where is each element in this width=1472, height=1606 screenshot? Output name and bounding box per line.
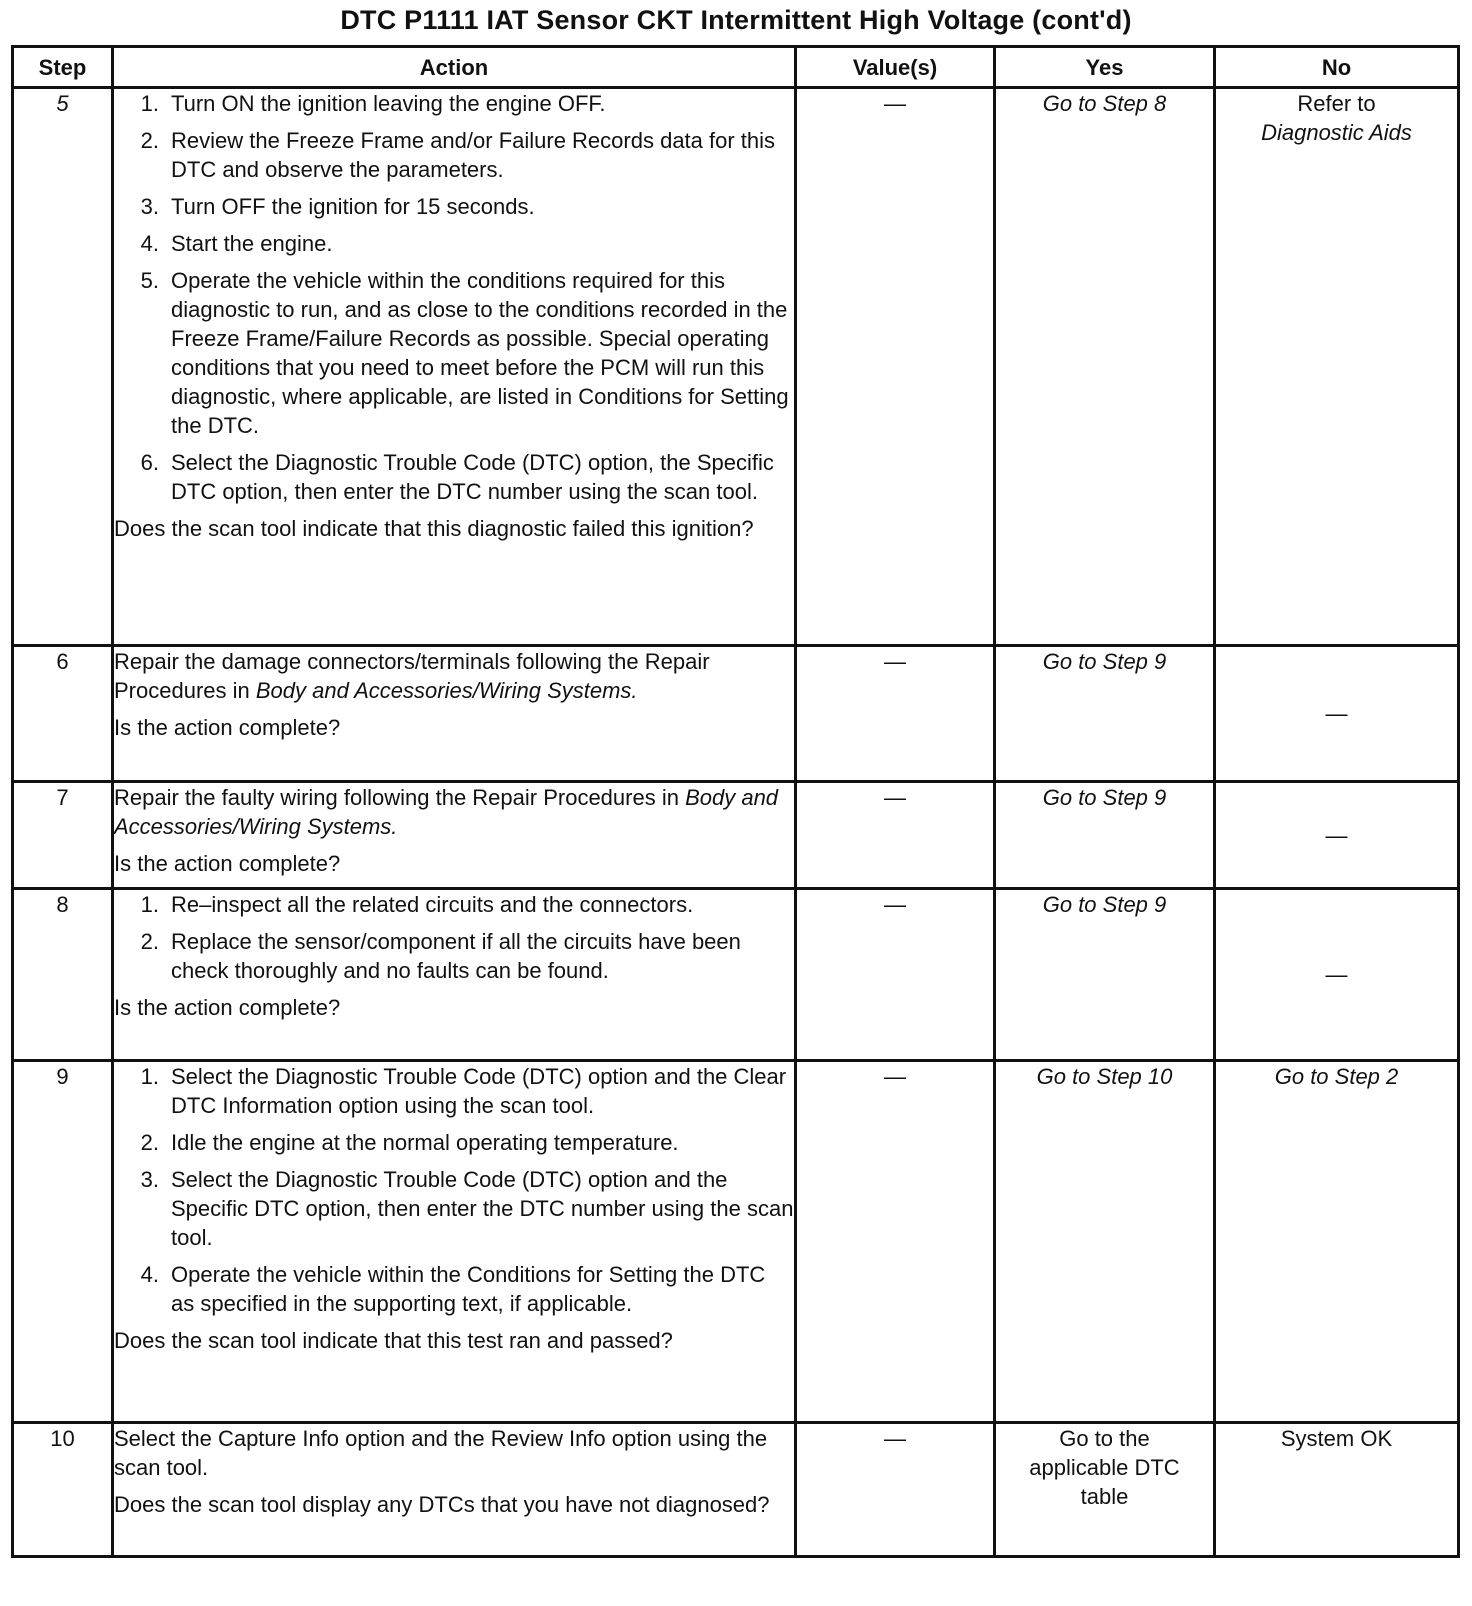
action-step: 1. Re–inspect all the related circuits and the connectors. <box>140 892 694 917</box>
yes-cell: Go to Step 8 <box>995 88 1215 646</box>
yes-cell: Go to Step 9 <box>995 889 1215 1061</box>
header-row <box>13 47 1459 88</box>
manual-reference: Body and Accessories/Wiring Systems. <box>114 785 779 839</box>
action-cell <box>113 1061 796 1423</box>
no-cell: — <box>1215 782 1459 889</box>
action-step: 4. Operate the vehicle within the Conditions for Setting the DTC as specified in the supporting text, if applicable. <box>140 1262 766 1316</box>
action-cell <box>113 646 796 782</box>
page-title: DTC P1111 IAT Sensor CKT Intermittent High Voltage (cont'd) <box>340 5 1132 35</box>
action-steps <box>114 89 794 506</box>
table-row-step-7 <box>13 782 1459 889</box>
action-cell <box>113 782 796 889</box>
no-reference: Diagnostic Aids <box>1261 120 1412 145</box>
table-row-step-5 <box>13 88 1459 646</box>
action-text: Select the Capture Info option and the Review Info option using the scan tool. <box>114 1426 768 1480</box>
value-cell: — <box>796 782 995 889</box>
action-question: Does the scan tool display any DTCs that you have not diagnosed? <box>114 1492 770 1517</box>
header-yes: Yes <box>995 47 1215 88</box>
table-row-step-9 <box>13 1061 1459 1423</box>
no-cell: — <box>1215 646 1459 782</box>
no-text: Refer to <box>1297 91 1376 116</box>
table-row-step-6 <box>13 646 1459 782</box>
yes-cell: Go to Step 10 <box>995 1061 1215 1423</box>
no-cell: — <box>1215 889 1459 1061</box>
action-step: 4. Start the engine. <box>140 231 333 256</box>
action-steps <box>114 1062 794 1318</box>
manual-reference: Body and Accessories/Wiring Systems. <box>255 678 638 703</box>
action-step: 1. Select the Diagnostic Trouble Code (DTC) option and the Clear DTC Information option using the scan tool. <box>140 1064 787 1118</box>
action-cell <box>113 1423 796 1557</box>
action-text: Repair the damage connectors/terminals following the Repair Procedures in Body and Accessories/Wiring Systems. <box>114 649 710 703</box>
action-step: 2. Idle the engine at the normal operating temperature. <box>140 1130 679 1155</box>
action-step: 2. Replace the sensor/component if all the circuits have been check thoroughly and no faults can be found. <box>140 929 741 983</box>
action-step: 5. Operate the vehicle within the conditions required for this diagnostic to run, and as close to the conditions recorded in the Freeze Frame/Failure Records as possible. Special operating conditions that you need to meet before the PCM will run this diagnostic, where applicable, are listed in Conditions for Setting the DTC. <box>140 268 789 438</box>
action-cell <box>113 88 796 646</box>
action-cell <box>113 889 796 1061</box>
step-number: 8 <box>13 889 113 1061</box>
action-step: 1. Turn ON the ignition leaving the engine OFF. <box>140 91 606 116</box>
action-steps <box>114 890 794 985</box>
no-cell: System OK <box>1215 1423 1459 1557</box>
table-row-step-8 <box>13 889 1459 1061</box>
value-cell: — <box>796 1423 995 1557</box>
action-step: 3. Select the Diagnostic Trouble Code (DTC) option and the Specific DTC option, then enter the DTC number using the scan tool. <box>140 1167 794 1250</box>
step-number: 9 <box>13 1061 113 1423</box>
action-step: 6. Select the Diagnostic Trouble Code (DTC) option, the Specific DTC option, then enter the DTC number using the scan tool. <box>140 450 774 504</box>
header-values: Value(s) <box>796 47 995 88</box>
action-text: Repair the faulty wiring following the Repair Procedures in Body and Accessories/Wiring Systems. <box>114 785 779 839</box>
step-number: 10 <box>13 1423 113 1557</box>
action-question: Is the action complete? <box>114 715 341 740</box>
header-no: No <box>1215 47 1459 88</box>
value-cell: — <box>796 646 995 782</box>
no-cell <box>1215 88 1459 646</box>
value-cell: — <box>796 1061 995 1423</box>
action-question: Does the scan tool indicate that this diagnostic failed this ignition? <box>114 516 754 541</box>
value-cell: — <box>796 889 995 1061</box>
step-number: 5 <box>13 88 113 646</box>
step-number: 6 <box>13 646 113 782</box>
action-step: 2. Review the Freeze Frame and/or Failure Records data for this DTC and observe the parameters. <box>140 128 776 182</box>
yes-cell: Go to Step 9 <box>995 646 1215 782</box>
yes-cell: Go to Step 9 <box>995 782 1215 889</box>
table-row-step-10 <box>13 1423 1459 1557</box>
action-question: Does the scan tool indicate that this test ran and passed? <box>114 1328 673 1353</box>
diagnostic-table <box>11 45 1460 1558</box>
no-cell: Go to Step 2 <box>1215 1061 1459 1423</box>
value-cell: — <box>796 88 995 646</box>
step-number: 7 <box>13 782 113 889</box>
yes-cell: Go to the applicable DTC table <box>995 1423 1215 1557</box>
action-question: Is the action complete? <box>114 851 341 876</box>
header-action: Action <box>113 47 796 88</box>
action-question: Is the action complete? <box>114 995 341 1020</box>
action-step: 3. Turn OFF the ignition for 15 seconds. <box>140 194 535 219</box>
header-step: Step <box>13 47 113 88</box>
